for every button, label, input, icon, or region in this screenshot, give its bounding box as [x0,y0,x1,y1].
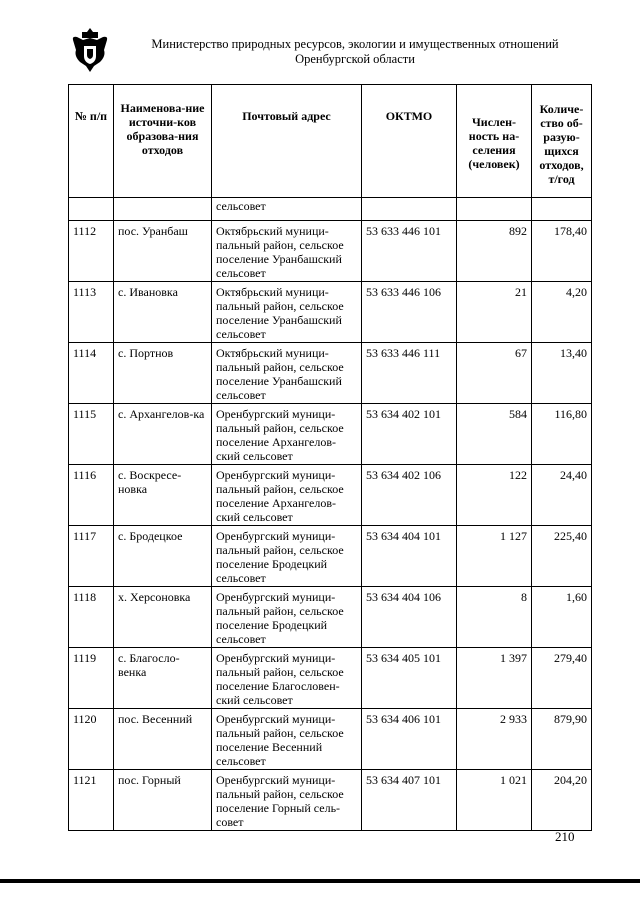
cell-number: 1118 [69,587,114,648]
cell-oktmo: 53 634 404 106 [362,587,457,648]
document-header [120,37,590,67]
cell-name: с. Бродецкое [114,526,212,587]
cell-population: 2 933 [457,709,532,770]
table-row [69,282,592,343]
coat-of-arms-icon [70,26,110,74]
table-row-continuation [69,198,592,221]
cell-name: с. Архангелов-ка [114,404,212,465]
col-header-waste: Количе-ство об-разую-щихся отходов, т/год [532,85,592,198]
cell-number: 1112 [69,221,114,282]
table-header-row [69,85,592,198]
table-row [69,221,592,282]
cell-name: х. Херсоновка [114,587,212,648]
cell-address: Оренбургский муници-пальный район, сельское поселение Бродецкий сельсовет [212,526,362,587]
cell-oktmo: 53 634 406 101 [362,709,457,770]
cell-address: Оренбургский муници-пальный район, сельское поселение Бродецкий сельсовет [212,587,362,648]
cell-population: 21 [457,282,532,343]
cell-number: 1121 [69,770,114,831]
cell-waste: 116,80 [532,404,592,465]
cell-waste: 204,20 [532,770,592,831]
table-row [69,343,592,404]
cell-oktmo: 53 634 404 101 [362,526,457,587]
cell-number: 1113 [69,282,114,343]
cell-population [457,198,532,221]
footer-rule [0,879,640,883]
cell-address: Оренбургский муници-пальный район, сельское поселение Благословен-ский сельсовет [212,648,362,709]
cell-number: 1116 [69,465,114,526]
cell-name: пос. Уранбаш [114,221,212,282]
table-row [69,587,592,648]
header-line-2: Оренбургской области [295,52,415,66]
cell-name: с. Портнов [114,343,212,404]
cell-waste: 4,20 [532,282,592,343]
header-line-1: Министерство природных ресурсов, экологии и имущественных отношений [151,37,559,51]
cell-oktmo: 53 633 446 111 [362,343,457,404]
cell-population: 892 [457,221,532,282]
cell-name: пос. Весенний [114,709,212,770]
cell-name [114,198,212,221]
cell-waste: 178,40 [532,221,592,282]
cell-address: Октябрьский муници-пальный район, сельское поселение Уранбашский сельсовет [212,221,362,282]
cell-name: с. Воскресе-новка [114,465,212,526]
cell-address: Оренбургский муници-пальный район, сельское поселение Архангелов-ский сельсовет [212,404,362,465]
cell-population: 67 [457,343,532,404]
col-header-oktmo: ОКТМО [362,85,457,198]
cell-number: 1117 [69,526,114,587]
cell-number [69,198,114,221]
cell-waste: 279,40 [532,648,592,709]
cell-waste: 1,60 [532,587,592,648]
cell-address: Оренбургский муници-пальный район, сельское поселение Весенний сельсовет [212,709,362,770]
col-header-number: № п/п [69,85,114,198]
cell-address: Оренбургский муници-пальный район, сельское поселение Горный сель-совет [212,770,362,831]
table-row [69,526,592,587]
col-header-source-name: Наименова-ние источни-ков образова-ния отходов [114,85,212,198]
cell-population: 1 397 [457,648,532,709]
cell-address: Октябрьский муници-пальный район, сельское поселение Уранбашский сельсовет [212,282,362,343]
cell-name: с. Ивановка [114,282,212,343]
page-number: 210 [555,829,575,844]
cell-waste [532,198,592,221]
cell-number: 1115 [69,404,114,465]
cell-number: 1120 [69,709,114,770]
cell-name: с. Благосло-венка [114,648,212,709]
cell-address: Оренбургский муници-пальный район, сельское поселение Архангелов-ский сельсовет [212,465,362,526]
cell-waste: 225,40 [532,526,592,587]
cell-population: 122 [457,465,532,526]
cell-waste: 24,40 [532,465,592,526]
cell-waste: 13,40 [532,343,592,404]
cell-number: 1114 [69,343,114,404]
cell-population: 8 [457,587,532,648]
cell-number: 1119 [69,648,114,709]
cell-oktmo: 53 633 446 106 [362,282,457,343]
table-row [69,648,592,709]
cell-oktmo: 53 634 402 101 [362,404,457,465]
cell-population: 584 [457,404,532,465]
waste-sources-table [68,84,592,831]
cell-oktmo: 53 633 446 101 [362,221,457,282]
col-header-address: Почтовый адрес [212,85,362,198]
cell-name: пос. Горный [114,770,212,831]
table-row [69,465,592,526]
col-header-population: Числен-ность на-селения (человек) [457,85,532,198]
table-row [69,770,592,831]
cell-oktmo: 53 634 402 106 [362,465,457,526]
cell-address: сельсовет [212,198,362,221]
cell-population: 1 021 [457,770,532,831]
cell-oktmo: 53 634 405 101 [362,648,457,709]
table-row [69,709,592,770]
cell-waste: 879,90 [532,709,592,770]
cell-oktmo: 53 634 407 101 [362,770,457,831]
table-row [69,404,592,465]
cell-oktmo [362,198,457,221]
cell-address: Октябрьский муници-пальный район, сельское поселение Уранбашский сельсовет [212,343,362,404]
cell-population: 1 127 [457,526,532,587]
